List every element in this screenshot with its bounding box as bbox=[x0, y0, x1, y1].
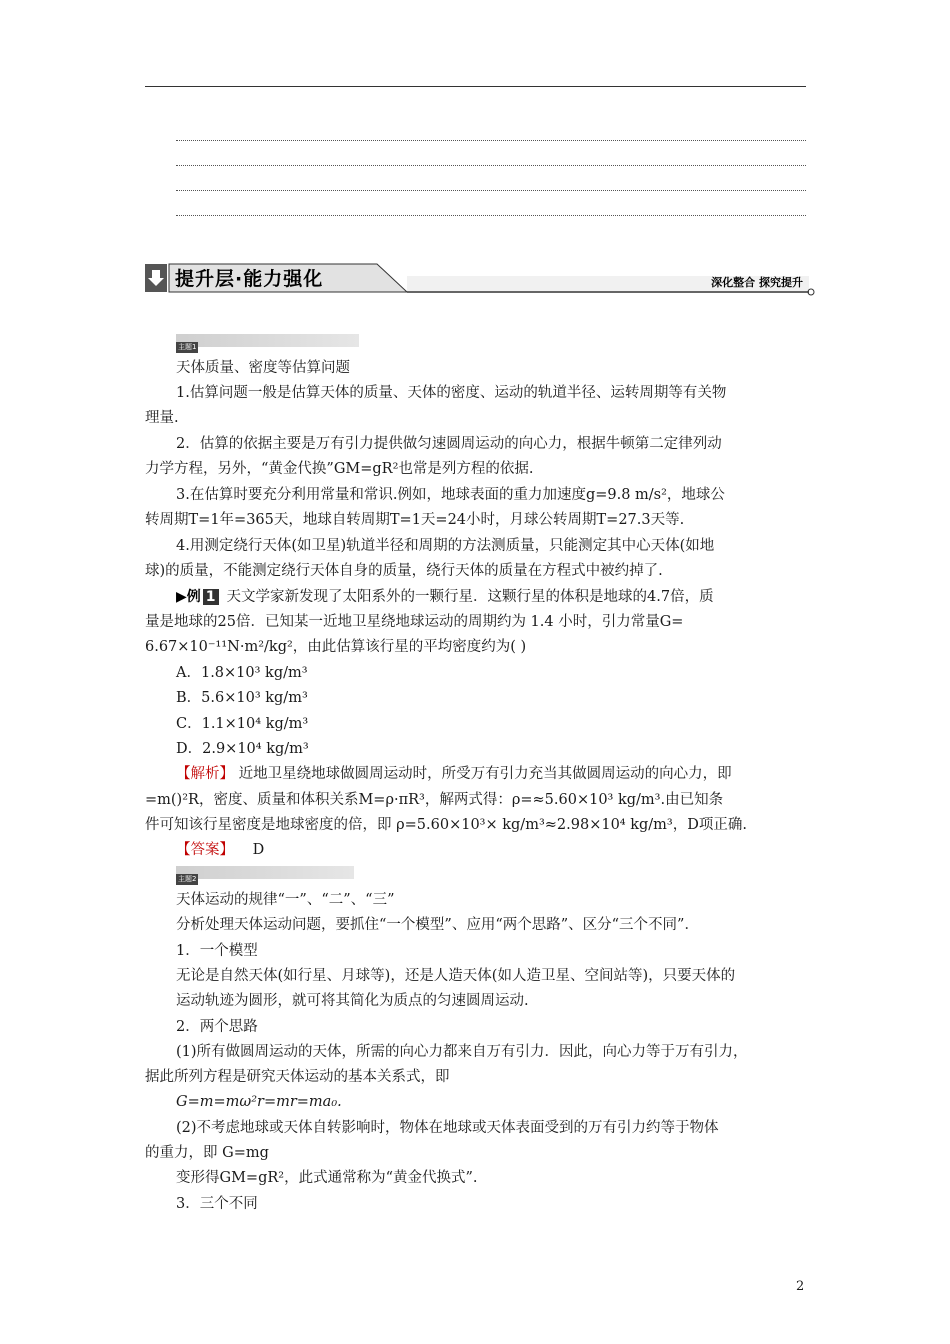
section-banner bbox=[145, 262, 817, 296]
paragraph: 据此所列方程是研究天体运动的基本关系式，即 bbox=[145, 1069, 450, 1085]
answer bbox=[176, 840, 264, 860]
example-number: 1 bbox=[203, 589, 219, 605]
question-line: 量是地球的25倍．已知某一近地卫星绕地球运动的周期约为 1.4 小时，引力常量G= bbox=[145, 614, 684, 630]
subheading: 1．一个模型 bbox=[176, 943, 258, 959]
header-rule bbox=[145, 86, 806, 87]
paragraph: 4.用测定绕行天体(如卫星)轨道半径和周期的方法测质量，只能测定其中心天体(如地 bbox=[176, 538, 715, 554]
paragraph: (2)不考虑地球或天体自转影响时，物体在地球或天体表面受到的万有引力约等于物体 bbox=[176, 1120, 719, 1136]
subheading: 2．两个思路 bbox=[176, 1019, 258, 1035]
blank-line bbox=[176, 190, 806, 191]
question-line: 6.67×10⁻¹¹N·m²/kg²，由此估算该行星的平均密度约为( ) bbox=[145, 639, 527, 655]
paragraph: 转周期T=1年=365天，地球自转周期T=1天=24小时，月球公转周期T=27.3天等. bbox=[145, 512, 685, 528]
paragraph: 球)的质量，不能测定绕行天体自身的质量，绕行天体的质量在方程式中被约掉了. bbox=[145, 563, 663, 579]
paragraph: (1)所有做圆周运动的天体，所需的向心力都来自万有引力．因此，向心力等于万有引力， bbox=[176, 1044, 748, 1060]
formula: G=m=mω²r=mr=ma₀. bbox=[176, 1094, 342, 1110]
paragraph: 变形得GM=gR²，此式通常称为“黄金代换式”. bbox=[176, 1170, 478, 1186]
paragraph: 3.在估算时要充分利用常量和常识.例如，地球表面的重力加速度g=9.8 m/s²，地球公 bbox=[176, 487, 725, 503]
blank-line bbox=[176, 140, 806, 141]
topic-title: 天体运动的规律“一”、“二”、“三” bbox=[176, 892, 395, 908]
banner-title: 提升层·能力强化 bbox=[175, 268, 324, 290]
page-number: 2 bbox=[796, 1279, 805, 1294]
analysis bbox=[176, 764, 732, 784]
answer-label: 【答案】 bbox=[176, 842, 234, 858]
example-question bbox=[176, 587, 714, 607]
paragraph: 分析处理天体运动问题，要抓住“一个模型”、应用“两个思路”、区分“三个不同”． bbox=[176, 917, 699, 933]
analysis-text: =m()²R，密度、质量和体积关系M=ρ·πR³，解两式得：ρ=≈5.60×10³ kg/m³.由已知条 bbox=[145, 792, 724, 808]
subheading: 3．三个不同 bbox=[176, 1196, 258, 1212]
paragraph: 力学方程，另外，“黄金代换”GM=gR²也常是列方程的依据. bbox=[145, 461, 534, 477]
banner-subtitle: 深化整合 探究提升 bbox=[711, 276, 803, 289]
option-b: B．5.6×10³ kg/m³ bbox=[176, 690, 308, 706]
paragraph: 1.估算问题一般是估算天体的质量、天体的密度、运动的轨道半径、运转周期等有关物 bbox=[176, 385, 727, 401]
question-line: 天文学家新发现了太阳系外的一颗行星．这颗行星的体积是地球的4.7倍，质 bbox=[226, 589, 714, 605]
analysis-text: 件可知该行星密度是地球密度的倍，即 ρ=5.60×10³× kg/m³≈2.98×10⁴ kg/m³，D项正确. bbox=[145, 817, 747, 833]
topic-tag bbox=[176, 866, 354, 883]
example-label: 例 bbox=[186, 589, 201, 605]
paragraph: 理量. bbox=[145, 410, 179, 426]
paragraph: 2．估算的依据主要是万有引力提供做匀速圆周运动的向心力，根据牛顿第二定律列动 bbox=[176, 436, 722, 452]
paragraph: 的重力，即 G=mg bbox=[145, 1145, 269, 1161]
analysis-text: 近地卫星绕地球做圆周运动时，所受万有引力充当其做圆周运动的向心力，即 bbox=[238, 766, 732, 782]
answer-value: D bbox=[252, 842, 265, 858]
option-c: C．1.1×10⁴ kg/m³ bbox=[176, 716, 309, 732]
blank-line bbox=[176, 215, 806, 216]
example-badge: ▶例 1 bbox=[176, 587, 219, 607]
option-d: D．2.9×10⁴ kg/m³ bbox=[176, 741, 309, 757]
option-a: A．1.8×10³ kg/m³ bbox=[176, 665, 308, 681]
topic-tag-label: 主题1 bbox=[178, 343, 197, 351]
analysis-label: 【解析】 bbox=[176, 766, 234, 782]
paragraph: 运动轨迹为圆形，就可将其简化为质点的匀速圆周运动. bbox=[176, 993, 529, 1009]
topic-tag bbox=[176, 334, 359, 351]
paragraph: 无论是自然天体(如行星、月球等)，还是人造天体(如人造卫星、空间站等)，只要天体的 bbox=[176, 968, 736, 984]
blank-line bbox=[176, 165, 806, 166]
topic-tag-label: 主题2 bbox=[178, 875, 197, 883]
topic-title: 天体质量、密度等估算问题 bbox=[176, 360, 350, 376]
